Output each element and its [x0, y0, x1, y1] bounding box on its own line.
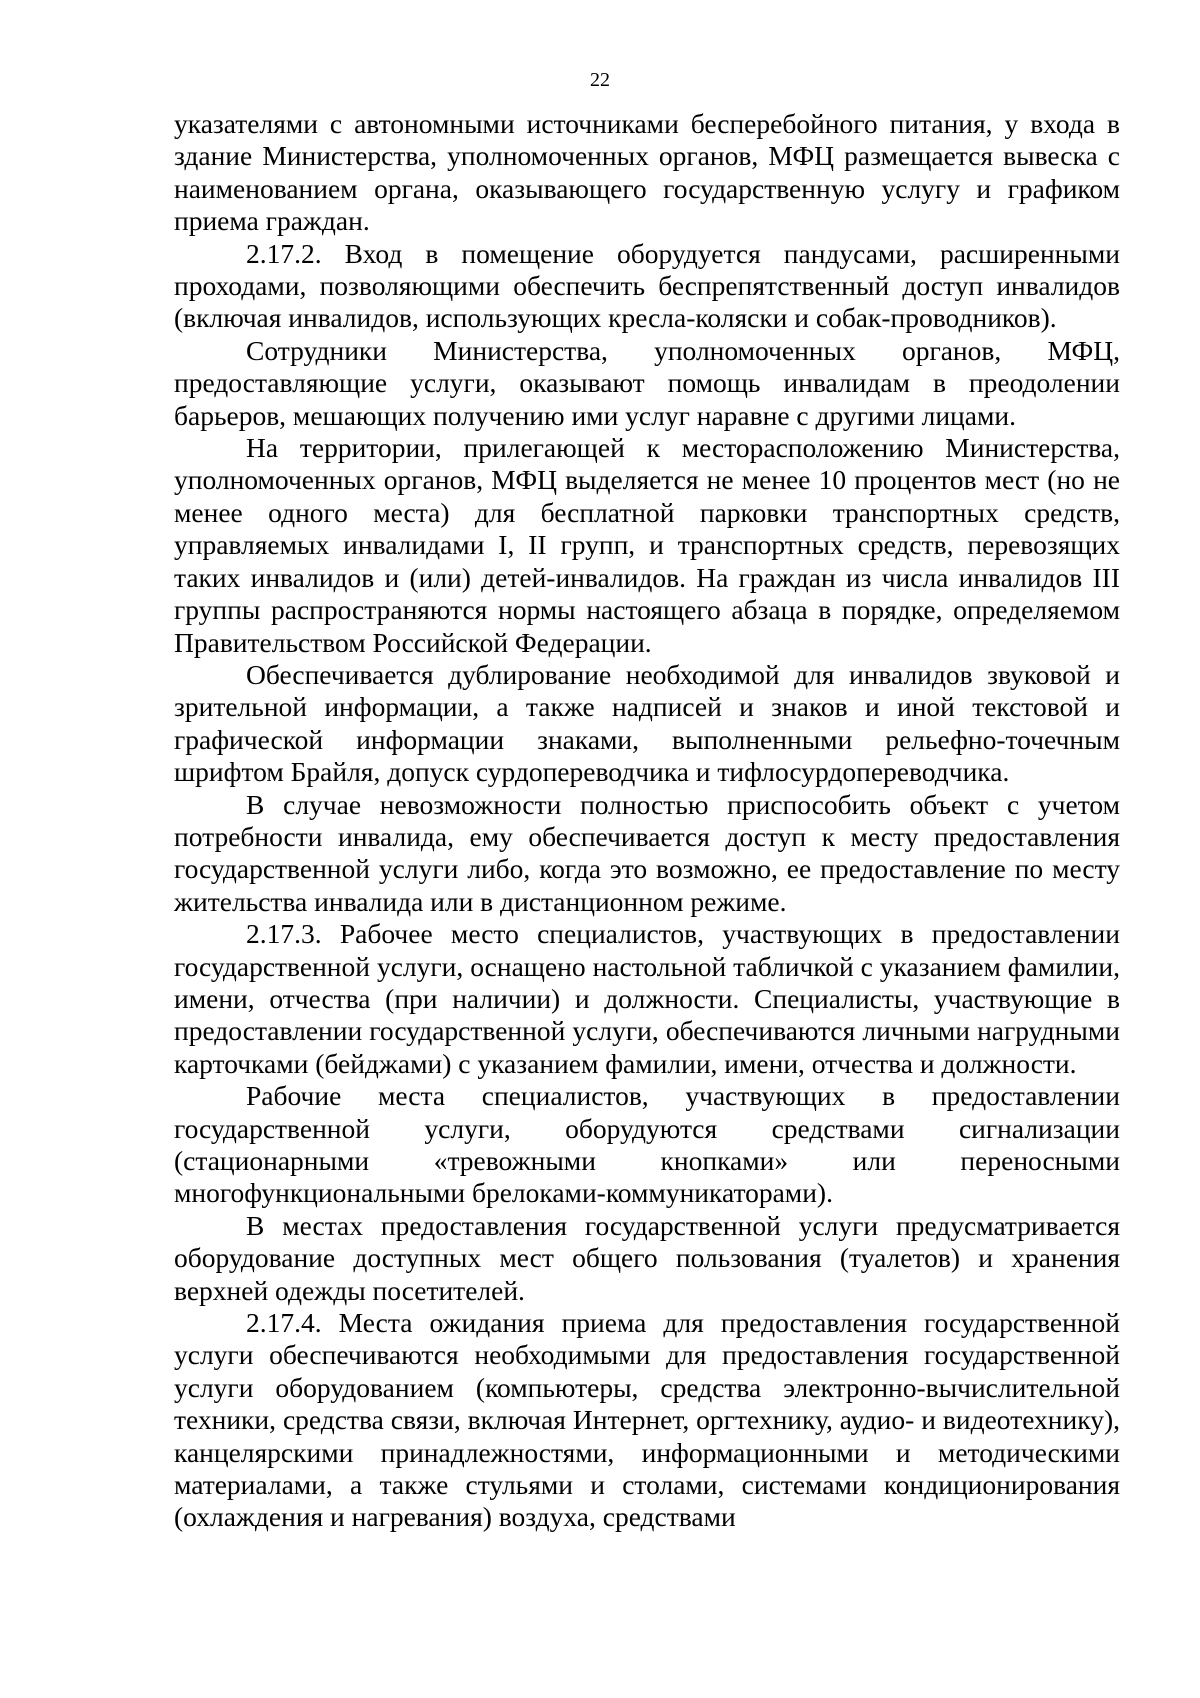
paragraph-alarm-equipment: Рабочие места специалистов, участвующих в предоставлении государственной услуги, оборудуются средствами сигнализации (стационарными «тревожными кнопками» или переносными многофункциональными брелоками-коммуникаторами). — [174, 1080, 1120, 1209]
paragraph-continuation: указателями с автономными источниками бесперебойного питания, у входа в здание Министерства, уполномоченных органов, МФЦ размещается вывеска с наименованием органа, оказывающего государственную услугу и графиком приема граждан. — [174, 108, 1120, 237]
paragraph-2-17-2: 2.17.2. Вход в помещение оборудуется пандусами, расширенными проходами, позволяющими обеспечить беспрепятственный доступ инвалидов (включая инвалидов, использующих кресла-коляски и собак-проводников). — [174, 237, 1120, 334]
paragraph-parking: На территории, прилегающей к месторасположению Министерства, уполномоченных органов, МФЦ выделяется не менее 10 процентов мест (но не менее одного места) для бесплатной парковки транспортных средств, управляемых инвалидами I, II групп, и транспортных средств, перевозящих таких инвалидов и (или) детей-инвалидов. На граждан из числа инвалидов III группы распространяются нормы настоящего абзаца в порядке, определяемом Правительством Российской Федерации. — [174, 432, 1120, 658]
paragraph-2-17-4: 2.17.4. Места ожидания приема для предоставления государственной услуги обеспечиваются необходимыми для предоставления государственной услуги оборудованием (компьютеры, средства электронно-вычислительной техники, средства связи, включая Интернет, оргтехнику, аудио- и видеотехнику), канцелярскими принадлежностями, информационными и методическими материалами, а также стульями и столами, системами кондиционирования (охлаждения и нагревания) воздуха, средствами — [174, 1307, 1120, 1533]
paragraph-public-facilities: В местах предоставления государственной услуги предусматривается оборудование доступных мест общего пользования (туалетов) и хранения верхней одежды посетителей. — [174, 1209, 1120, 1306]
paragraph-2-17-3: 2.17.3. Рабочее место специалистов, участвующих в предоставлении государственной услуги, оснащено настольной табличкой с указанием фамилии, имени, отчества (при наличии) и должности. Специалисты, участвующие в предоставлении государственной услуги, обеспечиваются личными нагрудными карточками (бейджами) с указанием фамилии, имени, отчества и должности. — [174, 918, 1120, 1079]
paragraph-information-duplication: Обеспечивается дублирование необходимой для инвалидов звуковой и зрительной информации, а также надписей и знаков и иной текстовой и графической информации знаками, выполненными рельефно-точечным шрифтом Брайля, допуск сурдопереводчика и тифлосурдопереводчика. — [174, 658, 1120, 788]
paragraph-staff-assistance: Сотрудники Министерства, уполномоченных органов, МФЦ, предоставляющие услуги, оказывают помощь инвалидам в преодолении барьеров, мешающих получению ими услуг наравне с другими лицами. — [174, 334, 1120, 431]
paragraph-remote-access: В случае невозможности полностью приспособить объект с учетом потребности инвалида, ему обеспечивается доступ к месту предоставления государственной услуги либо, когда это возможно, ее предоставление по месту жительства инвалида или в дистанционном режиме. — [174, 788, 1120, 917]
page-number: 22 — [590, 69, 610, 91]
document-body — [174, 108, 1120, 1534]
